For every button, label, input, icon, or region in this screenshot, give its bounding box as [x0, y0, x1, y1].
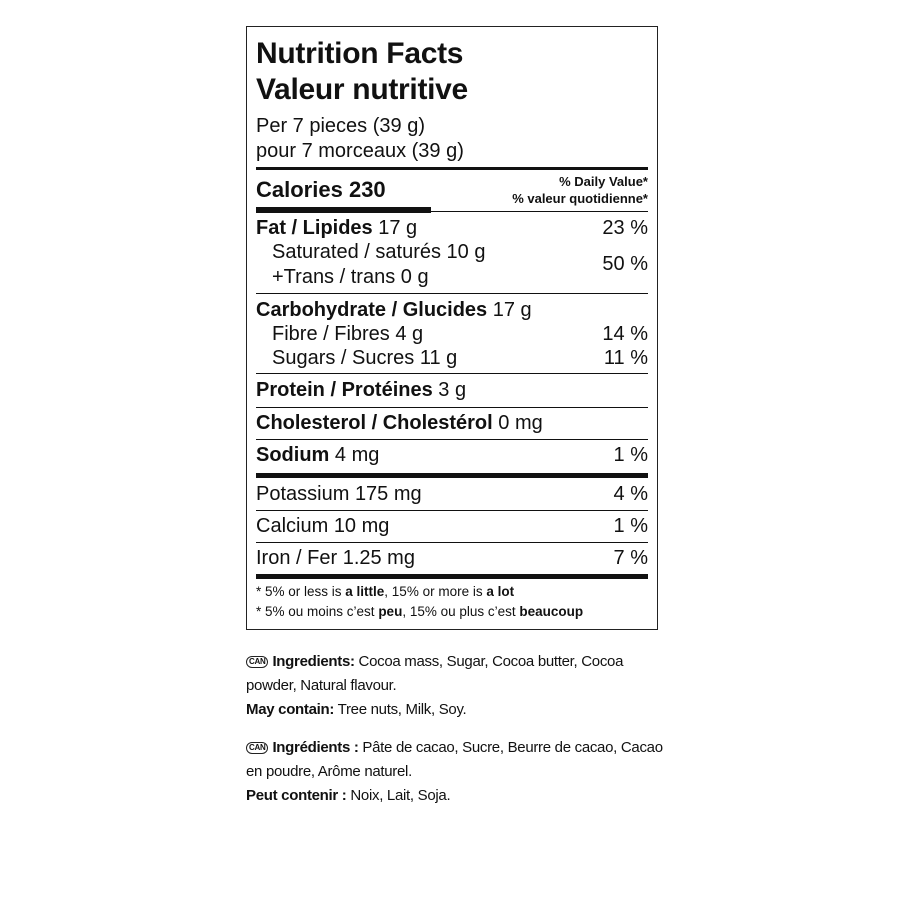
- may-contain-en-label: May contain:: [246, 701, 335, 718]
- ingredients-en-label: Ingredients:: [272, 653, 355, 670]
- divider: [256, 373, 648, 374]
- may-contain-fr-text: Noix, Lait, Soja.: [346, 787, 451, 804]
- saturated-label: Saturated / saturés: [272, 241, 441, 263]
- footnote-fr-bold: beaucoup: [519, 604, 584, 619]
- may-contain-en-text: Tree nuts, Milk, Soy.: [334, 701, 467, 718]
- carbohydrate-label: Carbohydrate / Glucides: [256, 299, 488, 321]
- title-en: Nutrition Facts: [256, 37, 464, 70]
- footnote-en-bold: a little: [345, 584, 385, 599]
- potassium-dv: 4 %: [613, 483, 648, 505]
- footnote-fr-text: , 15% ou plus c’est: [402, 604, 520, 619]
- serving-en: Per 7 pieces (39 g): [256, 115, 425, 137]
- dv-header-fr: % valeur quotidienne*: [512, 191, 648, 206]
- footnote-fr: [256, 603, 583, 621]
- ingredients-fr-label: Ingrédients :: [272, 739, 359, 756]
- trans-amount: 0 g: [400, 266, 429, 288]
- dv-header-en: % Daily Value*: [559, 174, 648, 189]
- ingredients-fr-text: Pâte de cacao, Sucre, Beurre de cacao, Cacao en poudre, Arôme naturel.: [246, 739, 663, 780]
- sodium-dv: 1 %: [613, 444, 648, 466]
- calories: [256, 177, 386, 203]
- saturated-amount: 10 g: [446, 241, 486, 263]
- serving-fr: pour 7 morceaux (39 g): [256, 140, 464, 162]
- calcium-dv: 1 %: [613, 515, 648, 537]
- carbohydrate-amount: 17 g: [492, 299, 532, 321]
- title-fr: Valeur nutritive: [256, 73, 468, 106]
- footnote-en-text: * 5% or less is: [256, 584, 346, 599]
- can-badge-icon: CAN: [246, 742, 268, 754]
- fat-label: Fat / Lipides: [256, 217, 373, 239]
- calories-label: Calories: [256, 177, 343, 202]
- calcium-amount: 10 mg: [333, 515, 390, 537]
- sodium-label: Sodium: [256, 444, 330, 466]
- nutrition-facts-panel: [246, 26, 658, 630]
- iron-label: Iron / Fer: [256, 547, 338, 569]
- divider: [256, 167, 648, 170]
- divider-heavy: [256, 574, 648, 579]
- daily-value-header: [512, 173, 648, 207]
- ingredients-en: [246, 650, 676, 722]
- cholesterol-label: Cholesterol / Cholestérol: [256, 412, 493, 434]
- protein-label: Protein / Protéines: [256, 379, 433, 401]
- divider-heavy: [256, 473, 648, 478]
- footnote-en-text: , 15% or more is: [384, 584, 487, 599]
- potassium-label: Potassium: [256, 483, 350, 505]
- divider: [256, 407, 648, 408]
- sat-trans-dv: 50 %: [602, 253, 648, 275]
- protein-amount: 3 g: [438, 379, 467, 401]
- ingredients-en-text: Cocoa mass, Sugar, Cocoa butter, Cocoa powder, Natural flavour.: [246, 653, 624, 694]
- sodium-amount: 4 mg: [334, 444, 380, 466]
- divider: [256, 439, 648, 440]
- may-contain-fr-label: Peut contenir :: [246, 787, 347, 804]
- divider: [256, 510, 648, 511]
- potassium-amount: 175 mg: [354, 483, 422, 505]
- footnote-en: [256, 583, 514, 601]
- sugars-label: Sugars / Sucres: [272, 347, 415, 369]
- cholesterol-amount: 0 mg: [498, 412, 543, 434]
- sugars-dv: 11 %: [603, 347, 648, 369]
- calcium-label: Calcium: [256, 515, 329, 537]
- iron-dv: 7 %: [613, 547, 648, 569]
- calories-value: 230: [348, 177, 386, 202]
- trans-label: +Trans / trans: [272, 266, 396, 288]
- sugars-amount: 11 g: [419, 347, 458, 369]
- divider: [256, 211, 648, 212]
- iron-amount: 1.25 mg: [342, 547, 415, 569]
- fat-amount: 17 g: [378, 217, 418, 239]
- footnote-fr-bold: peu: [378, 604, 403, 619]
- fibre-amount: 4 g: [395, 323, 424, 345]
- footnote-fr-text: * 5% ou moins c’est: [256, 604, 379, 619]
- divider: [256, 542, 648, 543]
- divider: [256, 293, 648, 294]
- fat-dv: 23 %: [602, 217, 648, 239]
- footnote-en-bold: a lot: [486, 584, 515, 599]
- can-badge-icon: CAN: [246, 656, 268, 668]
- calories-underline: [256, 207, 431, 213]
- fibre-label: Fibre / Fibres: [272, 323, 390, 345]
- ingredients-fr: [246, 736, 676, 808]
- fibre-dv: 14 %: [602, 323, 648, 345]
